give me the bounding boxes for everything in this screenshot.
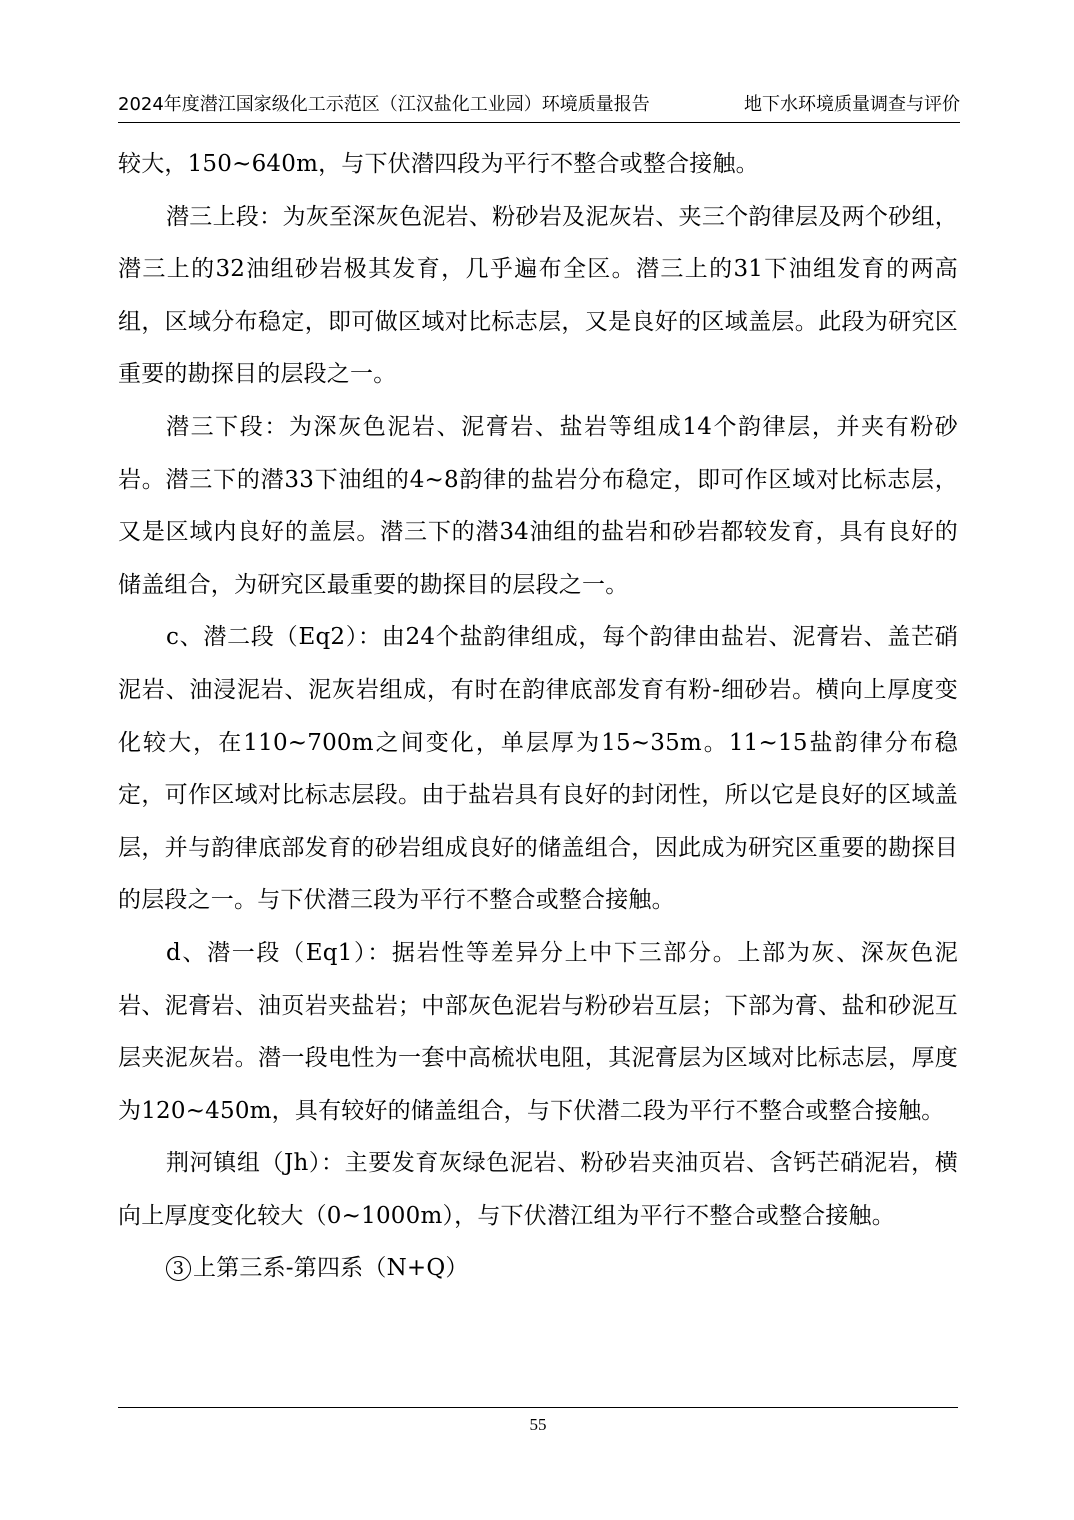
paragraph-qian3-upper: 潜三上段：为灰至深灰色泥岩、粉砂岩及泥灰岩、夹三个韵律层及两个砂组，潜三上的32油组砂岩极其发育，几乎遍布全区。潜三上的31下油组发育的两高组，区域分布稳定，即可做区域对比标志层，又是良好的区域盖层。此段为研究区重要的勘探目的层段之一。 [118,203,958,388]
paragraph-qian3-lower: 潜三下段：为深灰色泥岩、泥膏岩、盐岩等组成14个韵律层，并夹有粉砂岩。潜三下的潜33下油组的4~8韵律的盐岩分布稳定，即可作区域对比标志层，又是区域内良好的盖层。潜三下的潜34油组的盐岩和砂岩都较发育，具有良好的储盖组合，为研究区最重要的勘探目的层段之一。 [118,413,958,598]
page-number: 55 [529,1415,547,1434]
section-heading [118,1242,958,1295]
document-body [118,138,958,1295]
header-divider [118,122,960,123]
paragraph-qian2: c、潜二段（Eq2）：由24个盐韵律组成，每个韵律由盐岩、泥膏岩、盖芒硝泥岩、油浸泥岩、泥灰岩组成，有时在韵律底部发育有粉-细砂岩。横向上厚度变化较大，在110~700m之间变化，单层厚为15~35m。11~15盐韵律分布稳定，可作区域对比标志层段。由于盐岩具有良好的封闭性，所以它是良好的区域盖层，并与韵律底部发育的砂岩组成良好的储盖组合，因此成为研究区重要的勘探目的层段之一。与下伏潜三段为平行不整合或整合接触。 [118,624,958,914]
section-number-badge: 3 [166,1256,191,1281]
section-heading-text: 上第三系-第四系（N+Q） [193,1255,469,1282]
footer-divider [118,1407,958,1408]
paragraph-continuation: 较大，150~640m，与下伏潜四段为平行不整合或整合接触。 [118,151,759,177]
page-header [118,90,960,120]
header-section-title: 地下水环境质量调查与评价 [744,94,960,115]
paragraph-jinghezhen: 荆河镇组（Jh）：主要发育灰绿色泥岩、粉砂岩夹油页岩、含钙芒硝泥岩，横向上厚度变化较大（0~1000m），与下伏潜江组为平行不整合或整合接触。 [118,1150,958,1229]
header-report-title: 2024年度潜江国家级化工示范区（江汉盐化工业园）环境质量报告 [118,94,650,115]
paragraph-qian1: d、潜一段（Eq1）：据岩性等差异分上中下三部分。上部为灰、深灰色泥岩、泥膏岩、油页岩夹盐岩；中部灰色泥岩与粉砂岩互层；下部为膏、盐和砂泥互层夹泥灰岩。潜一段电性为一套中高梳状电阻，其泥膏层为区域对比标志层，厚度为120~450m，具有较好的储盖组合，与下伏潜二段为平行不整合或整合接触。 [118,939,958,1124]
